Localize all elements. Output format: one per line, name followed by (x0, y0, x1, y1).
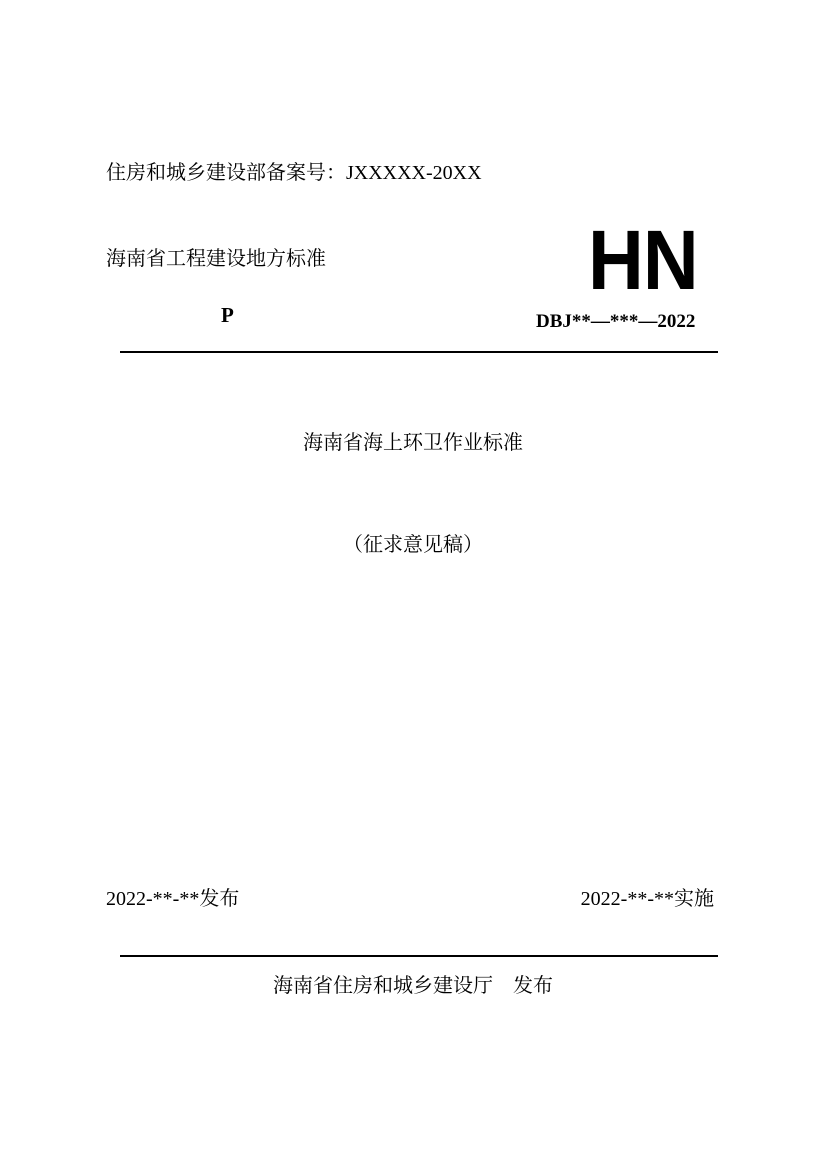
top-divider (120, 351, 718, 353)
document-title: 海南省海上环卫作业标准 (303, 432, 523, 454)
standard-code: DBJ**—***—2022 (536, 311, 696, 332)
category-code: P (221, 303, 234, 327)
document-status: （征求意见稿） (343, 534, 483, 556)
filing-number: 住房和城乡建设部备案号：JXXXXX-20XX (106, 162, 482, 184)
bottom-divider (120, 955, 718, 957)
publish-date: 2022-**-**发布 (106, 888, 240, 910)
standard-type: 海南省工程建设地方标准 (106, 248, 326, 270)
issuer: 海南省住房和城乡建设厅 发布 (273, 975, 553, 997)
effective-date: 2022-**-**实施 (580, 888, 714, 910)
hn-logo: HN (588, 213, 698, 307)
